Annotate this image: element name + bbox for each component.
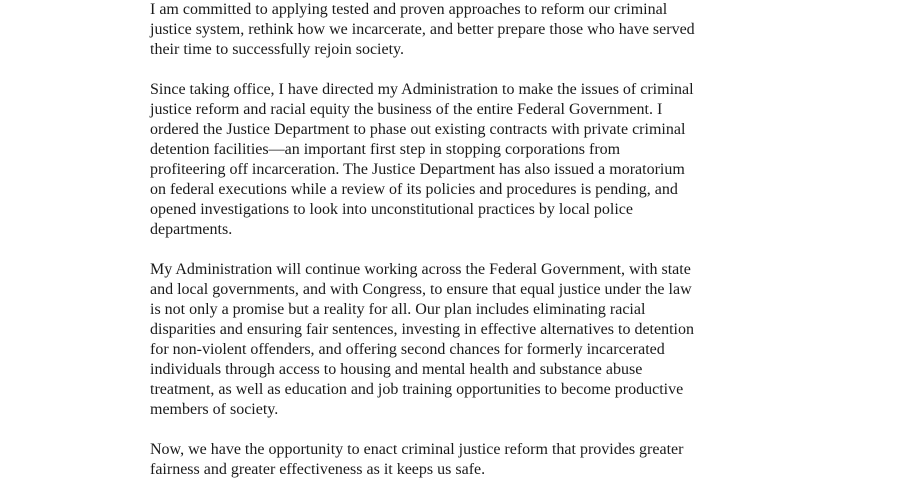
paragraph-actions-taken: Since taking office, I have directed my Administration to make the issues of criminal justice reform and racial equity the business of the entire Federal Government. I ordered the Justice Department to phase out existing contracts with private criminal detention facilities—an important first step in stopping corporations from profiteering off incarceration. The Justice Department has also issued a moratorium on federal executions while a review of its policies and procedures is pending, and opened investigations to look into unconstitutional practices by local police departments. — [150, 81, 694, 238]
paragraph-administration-plan: My Administration will continue working across the Federal Government, with state and local governments, and with Congress, to ensure that equal justice under the law is not only a promise but a reality for all. Our plan includes eliminating racial disparities and ensuring fair sentences, investing in effective alternatives to detention for non-violent offenders, and offering second chances for formerly incarcerated individuals through access to housing and mental health and substance abuse treatment, as well as education and job training opportunities to become productive members of society. — [150, 261, 694, 418]
paragraph-opportunity: Now, we have the opportunity to enact criminal justice reform that provides greater fairness and greater effectiveness as it keeps us safe. — [150, 441, 684, 478]
document-body — [150, 0, 695, 480]
paragraph-commitment: I am committed to applying tested and proven approaches to reform our criminal justice system, rethink how we incarcerate, and better prepare those who have served their time to successfully rejoin society. — [150, 1, 695, 58]
